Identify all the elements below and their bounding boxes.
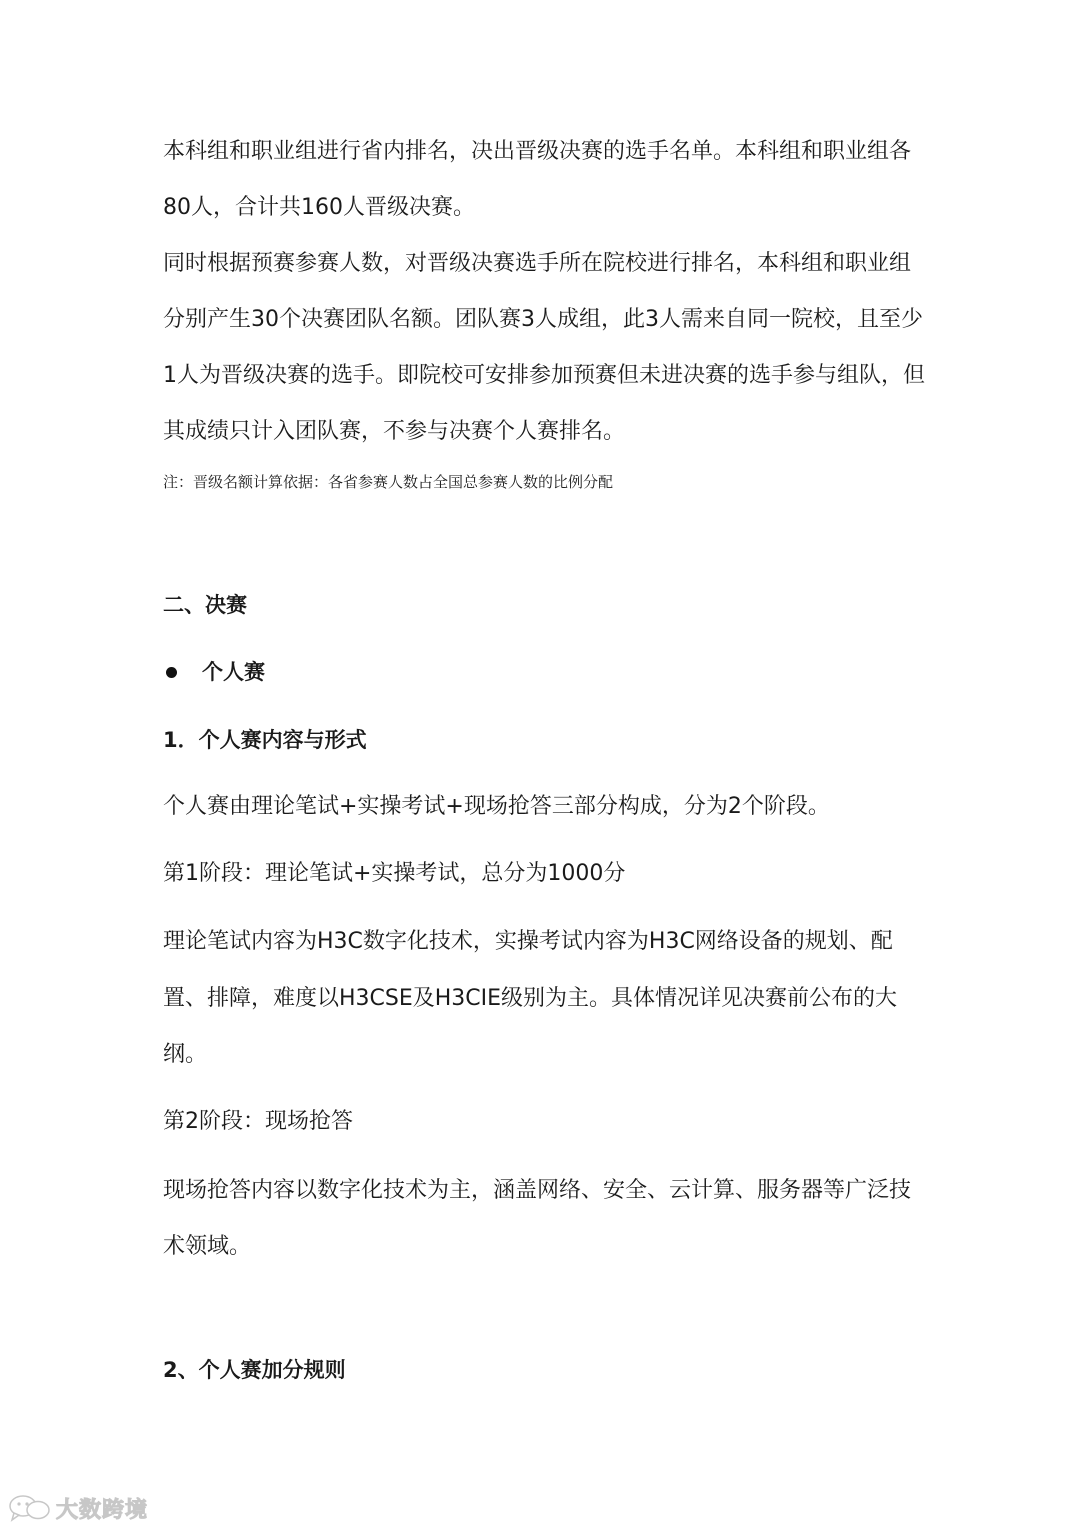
- bullet-icon: [166, 667, 177, 678]
- paragraph-line: 个人赛由理论笔试+实操考试+现场抢答三部分构成，分为2个阶段。: [163, 794, 830, 819]
- paragraph-line: 1人为晋级决赛的选手。即院校可安排参加预赛但未进决赛的选手参与组队，但: [163, 363, 925, 388]
- paragraph-line: 置、排障，难度以H3CSE及H3CIE级别为主。具体情况详见决赛前公布的大: [163, 986, 898, 1011]
- paragraph-line: 术领域。: [163, 1234, 252, 1259]
- paragraph-line: 其成绩只计入团队赛，不参与决赛个人赛排名。: [163, 419, 626, 444]
- subsection-heading: 1．个人赛内容与形式: [163, 728, 367, 752]
- bullet-heading: 个人赛: [202, 660, 265, 684]
- section-heading: 二、决赛: [163, 593, 247, 617]
- paragraph-line: 现场抢答内容以数字化技术为主，涵盖网络、安全、云计算、服务器等广泛技: [163, 1178, 912, 1203]
- watermark: [8, 1488, 148, 1528]
- paragraph-line: 分别产生30个决赛团队名额。团队赛3人成组，此3人需来自同一院校，且至少: [163, 307, 923, 332]
- paragraph-line: 本科组和职业组进行省内排名，决出晋级决赛的选手名单。本科组和职业组各: [163, 139, 912, 164]
- paragraph-line: 第1阶段：理论笔试+实操考试，总分为1000分: [163, 861, 626, 886]
- watermark-text: 大数跨境: [56, 1497, 149, 1523]
- paragraph-line: 理论笔试内容为H3C数字化技术，实操考试内容为H3C网络设备的规划、配: [163, 929, 893, 954]
- paragraph-line: 纲。: [163, 1042, 208, 1067]
- paragraph-line: 80人，合计共160人晋级决赛。: [163, 195, 475, 220]
- wechat-bubble-icon: [8, 1493, 52, 1523]
- paragraph-line: 第2阶段：现场抢答: [163, 1109, 353, 1134]
- note-text: 注：晋级名额计算依据：各省参赛人数占全国总参赛人数的比例分配: [163, 473, 614, 491]
- paragraph-line: 同时根据预赛参赛人数，对晋级决赛选手所在院校进行排名，本科组和职业组: [163, 251, 912, 276]
- subsection-heading: 2、个人赛加分规则: [163, 1358, 346, 1382]
